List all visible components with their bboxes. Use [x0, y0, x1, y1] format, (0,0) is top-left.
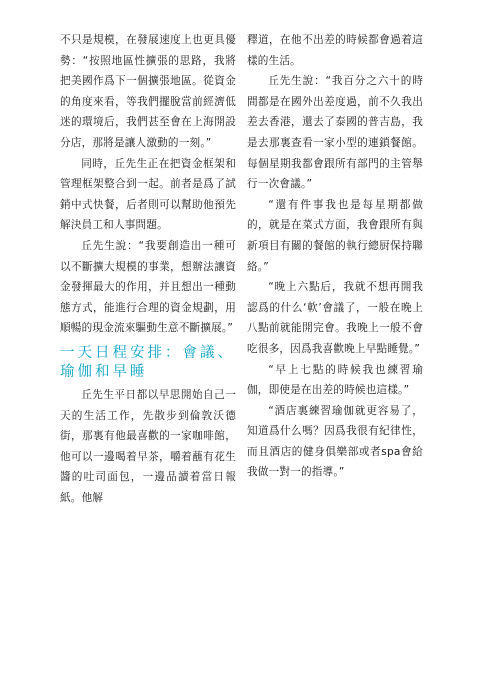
paragraph: “晚上六點后，我就不想再開我認爲的什么‘軟’會議了，一般在晚上八點前就能開完會。我晚上一般不會吃很多，因爲我喜歡晚上早點睡覺。”: [247, 281, 423, 355]
paragraph: “酒店裏練習瑜伽就更容易了，知道爲什么嗎？因爲我很有紀律性，而且酒店的健身俱樂部或者spa會給我做一對一的指導。”: [247, 404, 423, 479]
paragraph: 不只是規模，在發展速度上也更具優勢：“按照地區性擴張的思路，我將把美國作爲下一個擴張地區。從資金的角度來看，等我們擺脫當前經濟低迷的環境后，我們甚至會在上海開設分店，那將是讓人激動的一刻。”: [60, 34, 236, 149]
paragraph: 丘先生說：“我百分之六十的時間都是在國外出差度過，前不久我出差去香港，還去了泰國的普吉島，我是去那裏查看一家小型的連鎖餐館。每個星期我都會跟所有部門的主管舉行一次會議。”: [247, 75, 423, 191]
right-column: [247, 30, 423, 483]
section-heading: 一天日程安排：會議、瑜伽和早睡: [60, 344, 235, 380]
paragraph: “還有件事我也是每星期都做的，就是在菜式方面，我會跟所有與新項目有關的餐館的執行總厨保持聯絡。”: [247, 198, 423, 273]
paragraph: 釋道，在他不出差的時候都會過着這樣的生活。: [247, 34, 423, 67]
paragraph: 同時，丘先生正在把資金框架和管理框架整合到一起。前者是爲了試銷中式快餐，后者則可以幫助他預先解決員工和人事問題。: [60, 157, 236, 232]
paragraph: “早上七點的時候我也練習瑜伽，即使是在出差的時候也這樣。”: [247, 363, 423, 397]
paragraph: 丘先生說：“我要創造出一種可以不斷擴大規模的事業，想辦法讓資金發揮最大的作用，并且想出一種動態方式，能進行合理的資金規劃，用順暢的現金流來驅動生意不斷擴展。”: [60, 239, 236, 335]
left-column: [60, 30, 236, 508]
paragraph: 丘先生平日都以早思開始自己一天的生活工作，先散步到倫敦沃德街，那裏有他最喜歡的一家咖啡館，他可以一邊喝着早茶，嚼着蘸有花生醬的吐司面包，一邊品讀着當日報紙。他解: [60, 388, 236, 504]
